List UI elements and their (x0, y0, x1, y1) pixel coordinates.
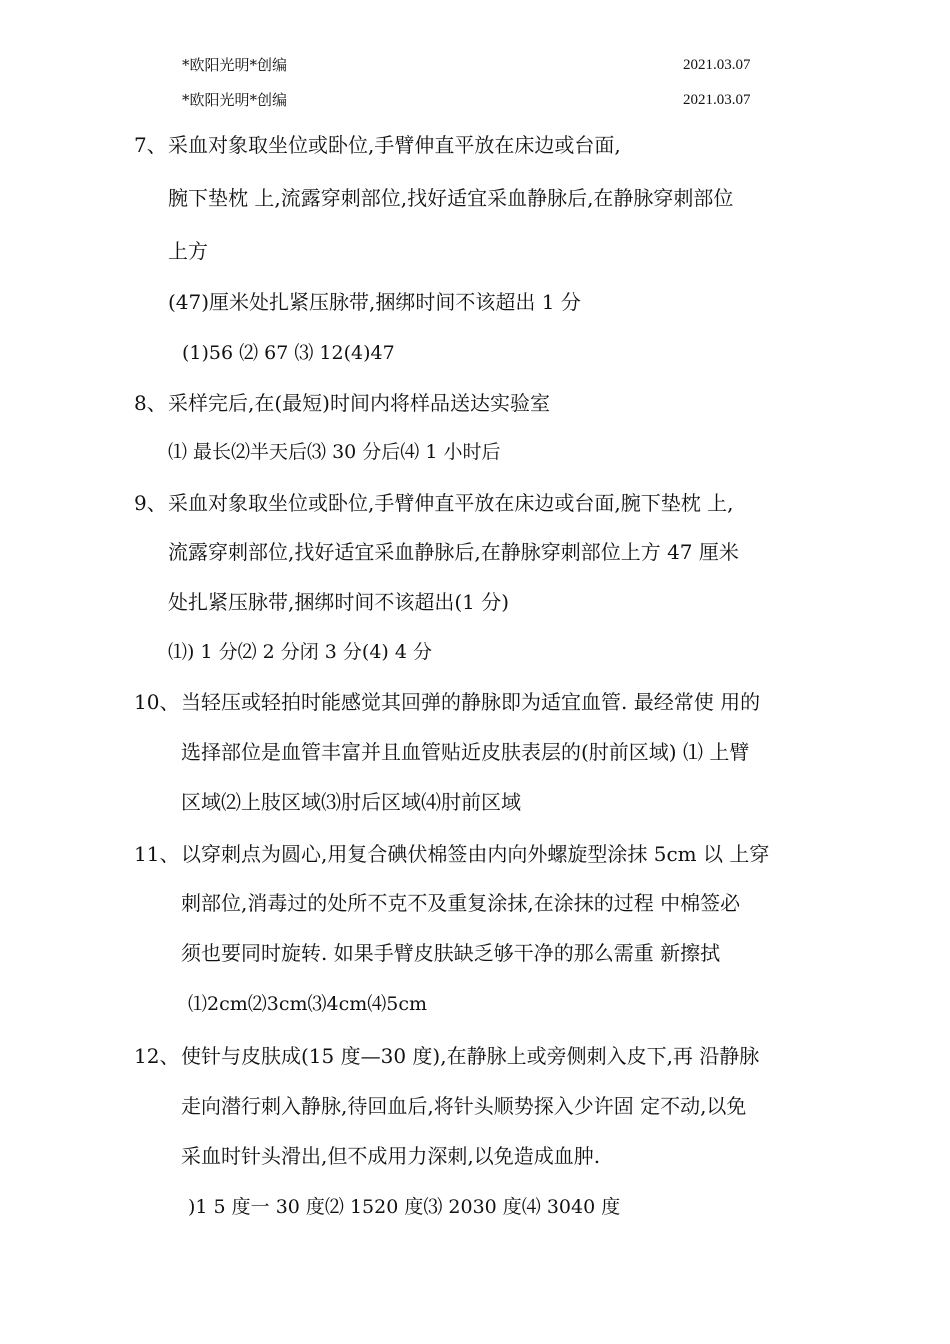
question-text-line: 采样完后,在(最短)时间内将样品送达实验室 (168, 391, 550, 415)
header-author: *欧阳光明*创编 (182, 91, 288, 109)
question-text-line: 采血时针头滑出,但不成用力深刺,以免造成血肿. (181, 1144, 601, 1168)
question-text-line: 腕下垫枕 上,流露穿刺部位,找好适宜采血静脉后,在静脉穿刺部位 (168, 186, 734, 210)
question-options: (1)56 ⑵ 67 ⑶ 12(4)47 (182, 342, 395, 364)
question-text-line: (47)厘米处扎紧压脉带,捆绑时间不该超出 1 分 (168, 290, 581, 314)
page-header (0, 53, 950, 77)
question-text-line: 区域⑵上肢区域⑶肘后区域⑷肘前区域 (181, 790, 521, 814)
header-date: 2021.03.07 (683, 92, 751, 108)
question-text-line: 上方 (168, 239, 208, 263)
question-text-line: 选择部位是血管丰富并且血管贴近皮肤表层的(肘前区域) ⑴ 上臂 (181, 740, 750, 764)
question-number: 12、 (134, 1044, 180, 1068)
question-text-line: 当轻压或轻拍时能感觉其回弹的静脉即为适宜血管. 最经常使 用的 (181, 690, 761, 714)
question-text-line: 处扎紧压脉带,捆绑时间不该超出(1 分) (168, 590, 510, 614)
question-number: 11、 (134, 842, 180, 866)
question-number: 9、 (134, 491, 167, 515)
question-options: )1 5 度一 30 度⑵ 1520 度⑶ 2030 度⑷ 3040 度 (188, 1196, 621, 1218)
question-options: ⑴2cm⑵3cm⑶4cm⑷5cm (188, 993, 427, 1015)
question-text-line: 流露穿刺部位,找好适宜采血静脉后,在静脉穿刺部位上方 47 厘米 (168, 540, 739, 564)
question-number: 10、 (134, 690, 180, 714)
question-options: ⑴ 最长⑵半天后⑶ 30 分后⑷ 1 小时后 (168, 441, 501, 463)
question-text-line: 刺部位,消毒过的处所不克不及重复涂抹,在涂抹的过程 中棉签必 (181, 891, 741, 915)
question-number: 7、 (134, 133, 167, 157)
question-text-line: 以穿刺点为圆心,用复合碘伏棉签由内向外螺旋型涂抹 5cm 以 上穿 (181, 842, 770, 866)
question-text-line: 须也要同时旋转. 如果手臂皮肤缺乏够干净的那么需重 新擦拭 (181, 941, 721, 965)
header-date: 2021.03.07 (683, 57, 751, 73)
question-number: 8、 (134, 391, 167, 415)
question-text-line: 使针与皮肤成(15 度—30 度),在静脉上或旁侧刺入皮下,再 沿静脉 (181, 1044, 760, 1068)
question-text-line: 采血对象取坐位或卧位,手臂伸直平放在床边或台面,腕下垫枕 上, (168, 491, 734, 515)
header-author: *欧阳光明*创编 (182, 56, 288, 74)
page-header (0, 88, 950, 112)
question-text-line: 走向潜行刺入静脉,待回血后,将针头顺势探入少许固 定不动,以免 (181, 1094, 747, 1118)
question-options: ⑴) 1 分⑵ 2 分闭 3 分(4) 4 分 (168, 641, 432, 663)
question-text-line: 采血对象取坐位或卧位,手臂伸直平放在床边或台面, (168, 133, 621, 157)
